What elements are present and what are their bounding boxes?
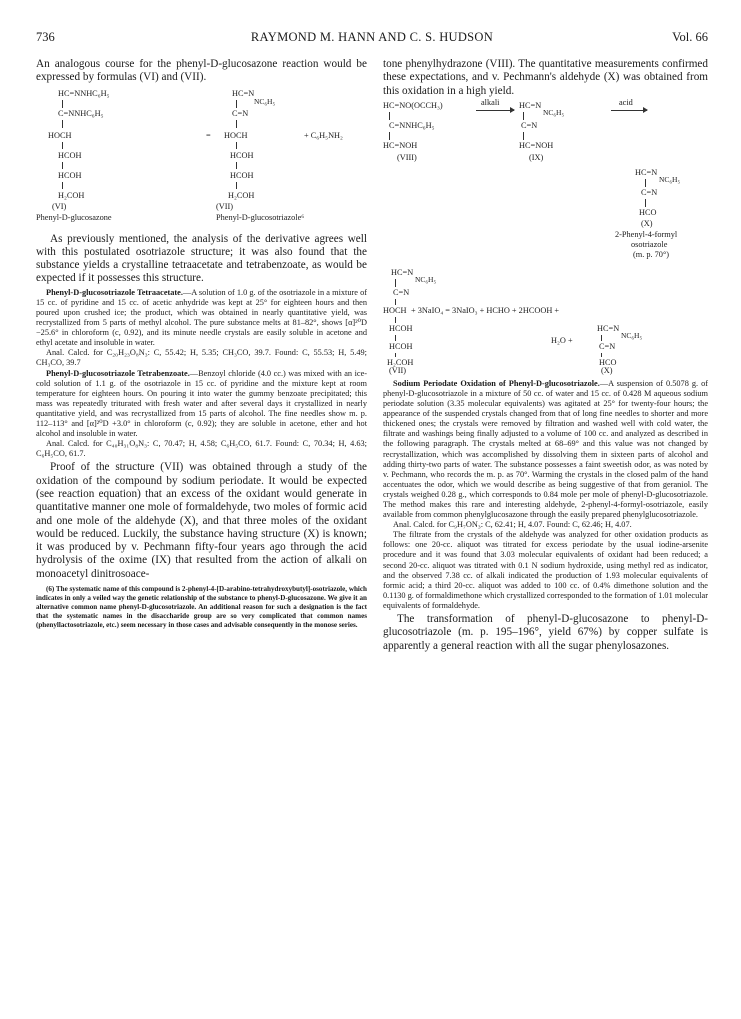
vii-line-3: HCOH [230,170,254,180]
filtrate-paragraph: The filtrate from the crystals of the aldehyde was analyzed for other oxidation products as follows: one 20-cc. aliquot was titrated for excess periodate by the usual iodine-arsenite procedure and it was found that 3.03 molecular equivalents of oxidant had been reduced; a second 20-cc. aliquot was titrated with 0.1 N sodium hydroxide, using methyl red as indicator, and the observed 7.38 cc. of alkali indicated the production of 1.93 molecular equivalents of formic acid; a third 20-cc. aliquot was added to 100 cc. of 0.4% dimethone solution and the 0.1130 g. of formaldimethone which crystallized corresponded to the formation of 1.01 molecular equivalents of formaldehyde. [383,530,708,610]
alkali-label: alkali [481,97,500,107]
name-vii: Phenyl-D-glucosotriazole⁶ [216,212,305,222]
vi-line-2: C=NNHC₆H₅ [58,108,104,118]
eq-vii-line-2: HCOH [389,323,413,333]
footnote-6: (6) The systematic name of this compound is 2-phenyl-4-[D-arabino-tetrahydroxybutyl]-osotriazole, which indicates in only a veiled way the genetic relationship of the substance to phenyl-D-glucosazone. We give it an alternative common name phenyl-D-glucosotriazole. An additional reason for such a designation is the fact that the systematic names in the disaccharide group are so very complicated that common names (phenyllactosotriazole, etc.) seem necessary in those cases and advisable consequently in the monose series. [36,585,367,630]
eq-vii-line-4: H₂COH [387,357,414,367]
vii-line-2: HCOH [230,150,254,160]
eq-vii-ring-substituent: NC₆H₅ [415,274,437,284]
acid-label: acid [619,97,633,107]
periodate-heading: Sodium Periodate Oxidation of Phenyl-D-glucosotriazole. [393,378,600,388]
ix-ring-top: HC=N [519,100,542,110]
tetraacetate-body: —A solution of 1.0 g. of the osotriazole in a mixture of 15 cc. of pyridine and 15 cc. of acetic anhydride was kept at 25° for eighteen hours and then poured upon crushed ice; the product, which was obtained in nearly quantitative yield, was recrystallized from 5 parts of methyl alcohol. The pure substance melts at 81–82°, shows [α]²⁰D −25.6° in chloroform (c, 0.92), and its minute needle crystals are easily soluble in acetone and ethyl acetate and insoluble in water. [36,287,367,348]
periodate-body: —A suspension of 0.5078 g. of phenyl-D-glucosotriazole in a mixture of 50 cc. of water and 15 cc. of 0.428 M aqueous sodium periodate solution (3.35 molecular equivalents) was agitated at 25° for twenty-four hours; the appearance of the suspended crystals changed from that of long fine needles to shorter and more thickened ones; the crystals were removed by filtration and washed well with cold water, the filtrate and washings being finally adjusted to a volume of 100 cc. and analyzed as described in the following paragraph. The crystals melted at 68–69° and this value was not changed by recrystallization, which was accomplished by dissolving them in sixteen parts of alcohol and adding thirty-two parts of water. The substance possesses a faint sweetish odor, as was noted by v. Pechmann, who records the m. p. as 70°. Warming the crystals in the closed palm of the hand accentuates the odor, which we would describe as being suggestive of that from geraniol. The crystals weighed 0.28 g., which corresponds to 0.84 mole per mole of phenyl-D-glucosotriazole. The method makes this rare and interesting aldehyde, 2-phenyl-4-formyl-osotriazole, easily available from common phenylglucosazone through the easily prepared phenylglucosotriazole. [383,378,709,520]
eq-label-vii: (VII) [389,365,407,375]
volume-label: Vol. 66 [672,30,708,44]
tetrabenzoate-heading: Phenyl-D-glucosotriazole Tetrabenzoate. [46,368,190,378]
x-name-1: 2-Phenyl-4-formyl [615,229,678,239]
periodate-equation: + 3NaIO₄ = 3NaIO₃ + HCHO + 2HCOOH + [411,305,560,315]
water-plus: H₂O + [551,335,573,345]
eq-vii-line-3: HCOH [389,341,413,351]
tetraacetate-paragraph [36,288,367,349]
eq-vii-ring-bottom: C=N [393,287,410,297]
acid-arrow [611,110,647,111]
viii-line-2: C=NNHC₆H₅ [389,120,435,130]
x-ring-substituent: NC₆H₅ [659,174,681,184]
running-header [36,30,708,46]
alkali-arrow [476,110,514,111]
tetrabenzoate-analysis: Anal. Calcd. for C₄₀H₃₁O₈N₃: C, 70.47; H, 4.58; C₆H₅CO, 61.7. Found: C, 70.34; H, 4.63; C₆H₅CO, 61.7. [36,439,367,459]
label-viii: (VIII) [397,152,417,162]
tetrabenzoate-paragraph [36,369,367,440]
viii-line-3: HC=NOH [383,140,418,150]
para-transformation: The transformation of phenyl-D-glucosazone to phenyl-D-glucosotriazole (m. p. 195–196°, yield 67%) by copper sulfate is apparently a general reaction with all the sugar phenylosazones. [383,613,708,652]
periodate-paragraph [383,379,708,520]
vii-ring-bottom: C=N [232,108,249,118]
x-ring-top: HC=N [635,167,658,177]
vi-line-1: HC=NNHC₆H₅ [58,88,110,98]
page-number: 736 [36,30,55,44]
eq-vii-ring-top: HC=N [391,267,414,277]
scheme-periodate-equation [383,268,708,366]
eq-x-ring-bottom: C=N [599,341,616,351]
para-proof: Proof of the structure (VII) was obtained through a study of the oxidation of the compound by sodium periodate. It would be expected (see reaction equation) that an excess of the oxidant would generate in quantitative manner one mole of formaldehyde, two moles of formic acid and one mole of the aldehyde (X), and that three moles of the oxidant would be reduced. Luckily, the substance having structure (X) is known; it was produced by v. Pechmann fifty-four years ago through the acid hydrolysis of the oxime (IX) that resulted from the action of alkali on monoacetyl dinitrosoace- [36,461,367,580]
ix-bottom: HC=NOH [519,140,554,150]
plus-aniline: + C₆H₅NH₂ [304,130,343,140]
scheme-osazone-to-triazole [36,85,367,245]
viii-line-1: HC=NO(OCCH₃) [383,100,443,110]
x-ring-bottom: C=N [641,187,658,197]
scheme-labels [383,366,708,377]
eq-x-bottom: HCO [599,357,617,367]
periodate-analysis: Anal. Calcd. for C₉H₇ON₃: C, 62.41; H, 4.07. Found: C, 62.46; H, 4.07. [393,520,632,530]
x-name-2: osotriazole [631,239,668,249]
right-column [383,58,708,653]
eq-x-ring-top: HC=N [597,323,620,333]
vii-line-1: HOCH [224,130,248,140]
ix-ring-bottom: C=N [521,120,538,130]
tetraacetate-analysis: Anal. Calcd. for C₂₀H₂₃O₈N₃: C, 55.42; H, 5.35; CH₃CO, 39.7. Found: C, 55.53; H, 5.49; CH₃CO, 39.7 [36,348,367,368]
running-head-authors: RAYMOND M. HANN AND C. S. HUDSON [250,30,494,44]
ix-ring-substituent: NC₆H₅ [543,107,565,117]
eq-vii-line-1: HOCH [383,305,407,315]
label-x: (X) [641,218,653,228]
label-vi: (VI) [52,201,67,211]
intro-paragraph: An analogous course for the phenyl-D-glucosazone reaction would be expressed by formulas (VI) and (VII). [36,58,367,84]
tetraacetate-heading: Phenyl-D-glucosotriazole Tetraacetate. [46,287,183,297]
para-previously: As previously mentioned, the analysis of the derivative agrees well with this postulated osotriazole structure; it was also found that the substance yields a crystalline tetraacetate and tetrabenzoate, as would be expected if it possesses this structure. [36,232,367,285]
label-vii: (VII) [216,201,234,211]
tetrabenzoate-body: —Benzoyl chloride (4.0 cc.) was mixed with an ice-cold solution of 1.1 g. of the osotriazole in 15 cc. of pyridine and the mixture kept at room temperature for eighteen hours. On pouring it into water the gummy benzoate precipitated; this mass was repeatedly triturated with fresh water and after several days it crystallized in nearly quantitative yield, and was recrystallized from 15 parts of alcohol. The fine needles show m. p. 112–113° and [α]²⁰D +3.0° in chloroform (c, 0.92); they are soluble in acetone, ether and hot alcohol and insoluble in water. [36,368,368,439]
vii-line-4: H₂COH [228,190,255,200]
name-vi: Phenyl-D-glucosazone [36,212,112,222]
eq-x-ring-substituent: NC₆H₅ [621,330,643,340]
vi-line-3: HOCH [48,130,72,140]
vi-line-6: H₂COH [58,190,85,200]
scheme-pechmann [383,98,708,268]
equals-sign: = [206,130,211,140]
vi-line-4: HCOH [58,150,82,160]
left-column [36,58,367,631]
vi-line-5: HCOH [58,170,82,180]
label-ix: (IX) [529,152,544,162]
vii-ring-substituent: NC₆H₅ [254,96,276,106]
vii-ring-top: HC=N [232,88,255,98]
para-top-right: tone phenylhydrazone (VIII). The quantitative measurements confirmed these expectations, and v. Pechmann's aldehyde (X) was obtained from this oxidation in a high yield. [383,58,708,97]
x-name-3: (m. p. 70°) [633,249,670,259]
x-bottom: HCO [639,207,657,217]
eq-label-x: (X) [601,365,613,375]
